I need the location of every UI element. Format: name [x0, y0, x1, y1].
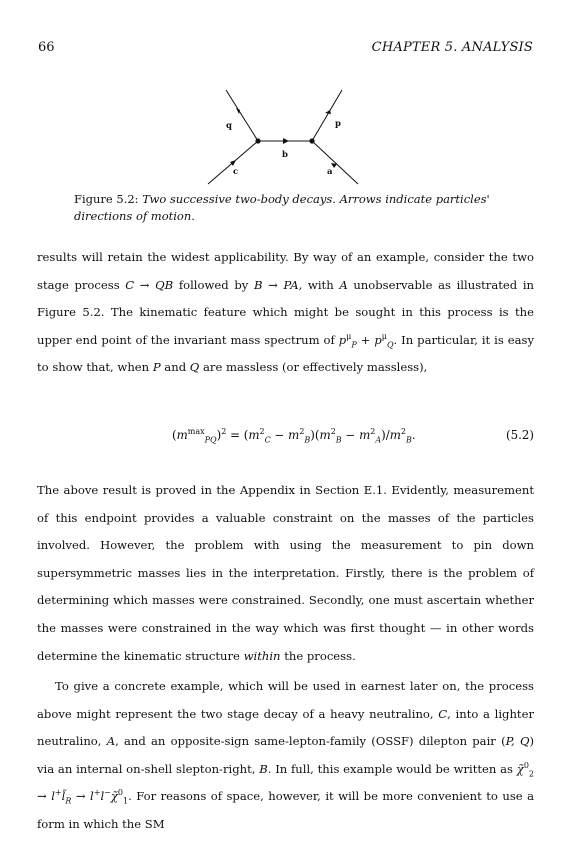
page-number: 66: [38, 40, 55, 55]
arrow-p: [325, 110, 331, 114]
label-c: c: [233, 167, 239, 177]
line-a: [312, 141, 358, 184]
label-q: q: [226, 121, 232, 131]
arrow-b: [283, 138, 289, 144]
line-q: [226, 90, 258, 141]
figure-caption: [74, 191, 514, 225]
paragraph-3: To give a concrete example, which will be used in earnest later on, the process above might represent the two stage decay of a heavy neutralino, C, into a lighter neutralino, A, and an opposite-sign same-lepton-family (OSSF) dilepton pair (P, Q) via an internal on-shell slepton-right, B. In full, this example would be written as χ̃$^0_2$ → $l^+l̃_R$ → l+l−χ̃$^0_1$. For reasons of space, however, it will be more convenient to use a form in which the SM: [37, 679, 535, 831]
equation-number: (5.2): [506, 428, 534, 442]
label-a: a: [327, 167, 333, 177]
caption-text: Two successive two-body decays. Arrows indicate particles' directions of motion.: [74, 192, 490, 223]
arrow-c: [230, 160, 236, 166]
label-p: p: [335, 119, 341, 129]
caption-prefix: Figure 5.2:: [74, 192, 139, 206]
line-p: [312, 90, 342, 141]
chapter-header: CHAPTER 5. ANALYSIS: [371, 40, 533, 55]
equation-formula: $(m^{max}_{PQ})^2 = (m^2_C - m^2_B)(m^2_B - m^2_A)/m^2_B$.: [172, 427, 416, 445]
label-b: b: [282, 150, 288, 160]
paragraph-1: results will retain the widest applicability. By way of an example, consider the two stage process C → QB followed by B → PA, with A unobservable as illustrated in Figure 5.2. The kinematic feature which might be sought in this process is the upper end point of the invariant mass spectrum of $p^\mu_P + p^\mu_Q$. In particular, it is easy to show that, when P and Q are massless (or effectively massless),: [37, 250, 535, 375]
vertex-right: [309, 138, 314, 143]
decay-diagram: [190, 82, 370, 187]
equation-5-2: [37, 428, 534, 450]
paragraph-2: The above result is proved in the Appendix in Section E.1. Evidently, measurement of this endpoint provides a valuable constraint on the masses of the particles involved. However, the problem with using the measurement to pin down supersymmetric masses lies in the interpretation. Firstly, there is the problem of determining which masses were constrained. Secondly, one must ascertain whether the masses were constrained in the way which was first thought — in other words determine the kinematic structure within the process.: [37, 483, 534, 663]
vertex-left: [255, 138, 260, 143]
